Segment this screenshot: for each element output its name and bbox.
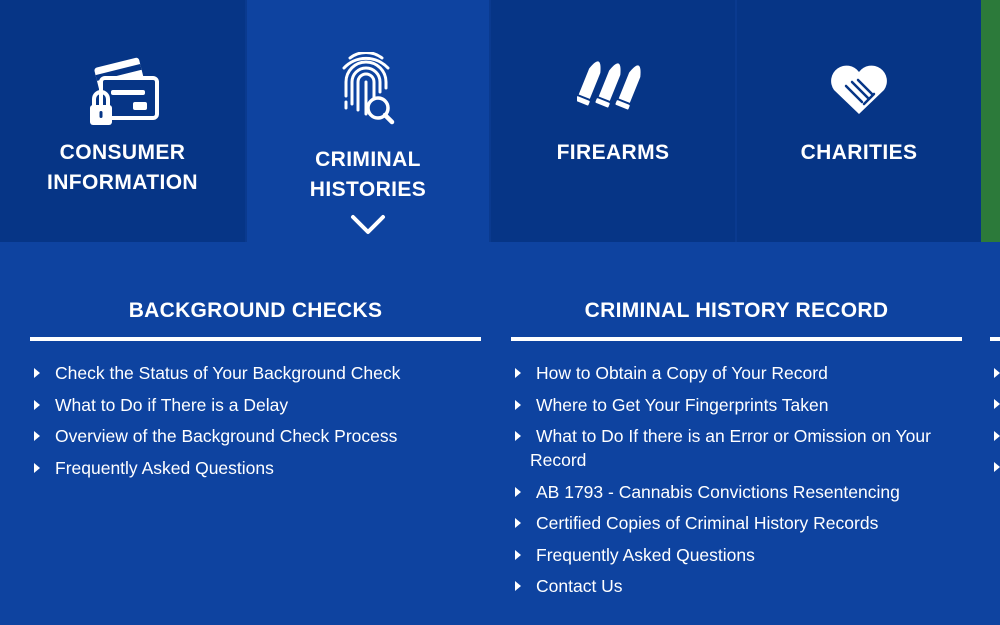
- caret-right-icon: [994, 462, 1000, 472]
- link-list: [511, 361, 962, 598]
- list-item: [30, 456, 481, 480]
- column-background-checks: [30, 296, 481, 487]
- tile-consumer-information[interactable]: [0, 0, 245, 242]
- tile-label-line: CRIMINAL: [315, 148, 421, 171]
- list-item: [511, 574, 962, 598]
- link-obtain-copy[interactable]: How to Obtain a Copy of Your Record: [536, 363, 828, 383]
- caret-right-icon: [994, 368, 1000, 378]
- link-text-continued: Record: [530, 450, 587, 470]
- tile-charities[interactable]: [737, 0, 981, 242]
- link-text: What to Do If there is an Error or Omission on Your: [536, 426, 931, 446]
- caret-right-icon: [515, 368, 521, 378]
- link-error-omission[interactable]: [530, 426, 931, 470]
- caret-right-icon: [994, 431, 1000, 441]
- tile-label: CHARITIES: [800, 141, 918, 164]
- tile-divider: [245, 0, 247, 242]
- column-title: CRIMINAL HISTORY RECORD: [584, 299, 889, 322]
- link-certified-copies[interactable]: Certified Copies of Criminal History Records: [536, 513, 879, 533]
- list-item: [30, 424, 481, 448]
- link-faq[interactable]: Frequently Asked Questions: [55, 457, 274, 478]
- tile-label-line: HISTORIES: [309, 178, 427, 201]
- caret-right-icon: [34, 368, 40, 378]
- tile-label: [0, 138, 245, 198]
- link-fingerprints[interactable]: Where to Get Your Fingerprints Taken: [536, 394, 829, 415]
- section-nav-tiles: [0, 0, 1000, 242]
- list-item: [511, 393, 962, 417]
- column-divider: [511, 337, 962, 341]
- list-item: [511, 543, 962, 567]
- list-item: [30, 393, 481, 417]
- list-item: [511, 361, 962, 385]
- tile-firearms[interactable]: [491, 0, 735, 242]
- link-list: [30, 361, 481, 480]
- column-divider: [990, 337, 1000, 341]
- link-delay[interactable]: What to Do if There is a Delay: [55, 394, 289, 415]
- list-item: [511, 424, 962, 472]
- list-item: [511, 511, 962, 535]
- column-divider: [30, 337, 481, 341]
- column-title: BACKGROUND CHECKS: [128, 299, 383, 322]
- caret-right-icon: [515, 431, 521, 441]
- column-partial: [990, 296, 1000, 341]
- tile-label-line: INFORMATION: [47, 171, 198, 194]
- tile-divider: [489, 0, 491, 242]
- link-ab1793[interactable]: AB 1793 - Cannabis Convictions Resentencing: [536, 481, 900, 502]
- column-criminal-history-record: [511, 296, 962, 606]
- caret-right-icon: [515, 487, 521, 497]
- caret-right-icon: [515, 518, 521, 528]
- caret-right-icon: [515, 550, 521, 560]
- list-item: [511, 480, 962, 504]
- credit-card-lock-icon: [87, 50, 159, 135]
- bullets-icon: [577, 48, 649, 119]
- link-faq[interactable]: Frequently Asked Questions: [536, 544, 755, 565]
- tile-label: FIREARMS: [556, 141, 670, 164]
- caret-right-icon: [34, 400, 40, 410]
- caret-right-icon: [515, 581, 521, 591]
- caret-right-icon: [34, 463, 40, 473]
- list-item: [30, 361, 481, 385]
- tile-divider: [735, 0, 737, 242]
- link-contact-us[interactable]: Contact Us: [536, 576, 623, 596]
- heart-hands-icon: [828, 64, 890, 121]
- fingerprint-search-icon: [340, 52, 396, 133]
- link-overview[interactable]: Overview of the Background Check Process: [55, 426, 398, 446]
- caret-right-icon: [994, 399, 1000, 409]
- caret-right-icon: [34, 431, 40, 441]
- tile-criminal-histories[interactable]: [247, 0, 489, 242]
- tile-label: [247, 145, 489, 205]
- tile-label-line: CONSUMER: [59, 141, 186, 164]
- next-tile-edge: [981, 0, 1000, 242]
- link-check-status[interactable]: Check the Status of Your Background Check: [55, 363, 401, 383]
- caret-right-icon: [515, 400, 521, 410]
- chevron-down-icon: [350, 214, 386, 241]
